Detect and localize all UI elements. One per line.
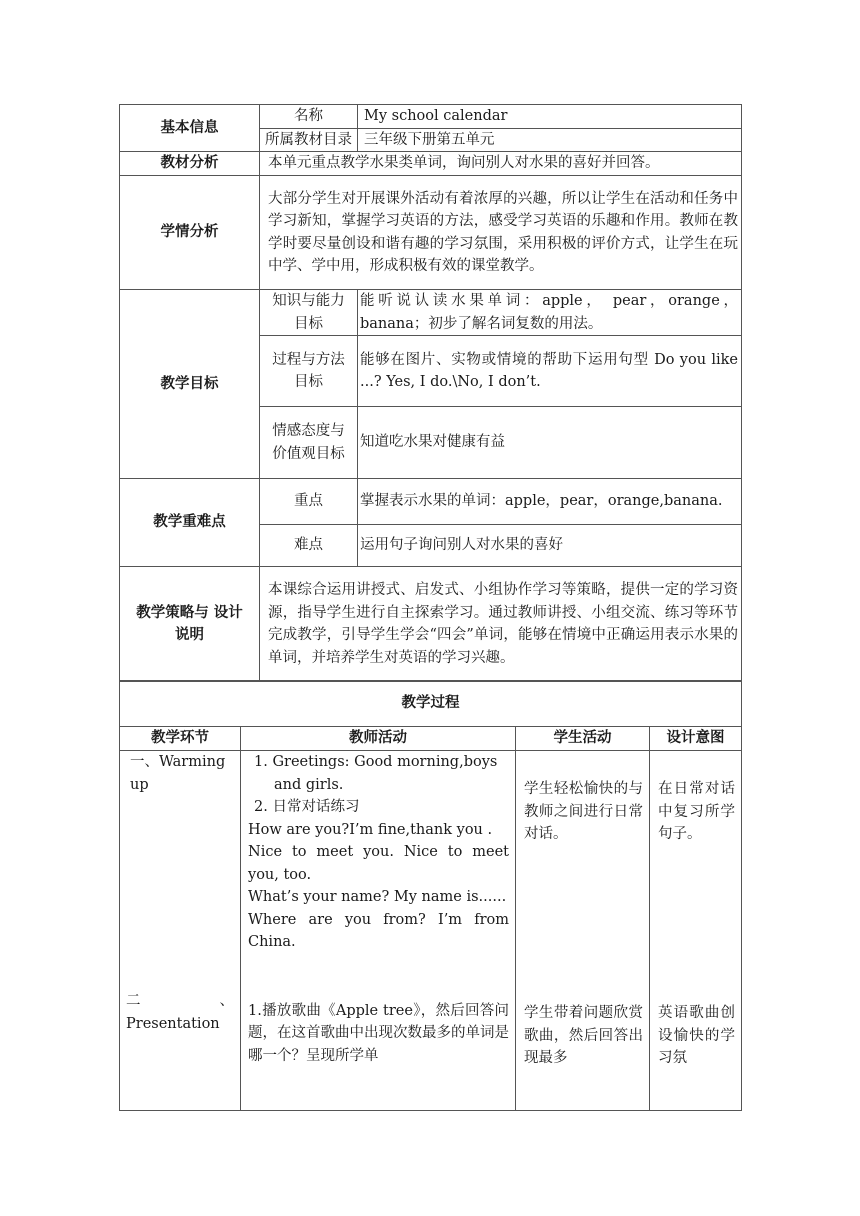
basic-info-label: 基本信息 [120,105,260,152]
warmup-teacher-line-1: How are you?I’m fine,thank you . [248,821,493,838]
warmup-teacher-line-2: Nice to meet you. Nice to meet you, too. [248,844,509,883]
material-analysis-label: 教材分析 [120,152,260,176]
catalog-value: 三年级下册第五单元 [358,128,742,152]
warmup-teacher-line-3: What’s your name? My name is...... [248,889,507,905]
header-teacher: 教师活动 [241,727,516,751]
objective-process-text: 能够在图片、实物或情境的帮助下运用句型 Do you like ...? Yes, I do.\No, I don’t. [358,336,742,407]
objective-process-label: 过程与方法目标 [260,336,358,407]
presentation-teacher-text: 1.播放歌曲《Apple tree》，然后回答问题，在这首歌曲中出现次数最多的单词是哪一个？呈现所学单 [248,1002,509,1064]
objective-emotion-label: 情感态度与价值观目标 [260,407,358,479]
objective-knowledge-label: 知识与能力目标 [260,290,358,336]
name-value: My school calendar [358,105,742,129]
learner-analysis-text: 大部分学生对开展课外活动有着浓厚的兴趣，所以让学生在活动和任务中学习新知，掌握学习英语的方法，感受学习英语的乐趣和作用。教师在教学时要尽量创设和谐有趣的学习氛围，采用积极的评价方式，让学生在玩中学、学中用，形成积极有效的课堂教学。 [260,176,742,290]
material-analysis-text: 本单元重点教学水果类单词，询问别人对水果的喜好并回答。 [260,152,742,176]
presentation-student-text: 学生带着问题欣赏歌曲，然后回答出现最多 [524,1005,643,1066]
process-table [119,680,742,1111]
strategy-label: 教学策略与 设计说明 [120,567,260,682]
difficulty-label: 难点 [260,525,358,567]
header-intent: 设计意图 [650,727,742,751]
catalog-label: 所属教材目录 [260,128,358,152]
learner-analysis-label: 学情分析 [120,176,260,290]
warmup-intent-text: 在日常对话中复习所学句子。 [658,781,735,842]
focus-text: 掌握表示水果的单词：apple，pear，orange,banana. [358,479,742,525]
warmup-stage: 一、Warming up [130,754,226,793]
process-title: 教学过程 [120,681,742,727]
warmup-student-text: 学生轻松愉快的与教师之间进行日常对话。 [524,781,643,842]
objective-emotion-text: 知道吃水果对健康有益 [358,407,742,479]
difficulty-text: 运用句子询问别人对水果的喜好 [358,525,742,567]
name-label: 名称 [260,105,358,129]
header-stage: 教学环节 [120,727,241,751]
focus-label: 重点 [260,479,358,525]
key-points-label: 教学重难点 [120,479,260,567]
header-student: 学生活动 [516,727,650,751]
strategy-text: 本课综合运用讲授式、启发式、小组协作学习等策略，提供一定的学习资源，指导学生进行自主探索学习。通过教师讲授、小组交流、练习等环节完成教学，引导学生学会“四会”单词，能够在情境中正确运用表示水果的单词，并培养学生对英语的学习兴趣。 [260,567,742,682]
presentation-stage: 二、Presentation [126,993,234,1032]
objective-knowledge-text: 能听说认读水果单词：apple， pear，orange，banana；初步了解名词复数的用法。 [358,290,742,336]
warmup-teacher-dialogue-heading: 2. 日常对话练习 [254,799,360,815]
warmup-teacher-line-4: Where are you from? I’m from China. [248,911,509,950]
warmup-teacher-greeting: 1. Greetings: Good morning,boys and girls. [254,754,498,793]
lesson-info-table [119,104,742,682]
presentation-intent-text: 英语歌曲创设愉快的学习氛 [658,1005,735,1066]
objectives-label: 教学目标 [120,290,260,479]
